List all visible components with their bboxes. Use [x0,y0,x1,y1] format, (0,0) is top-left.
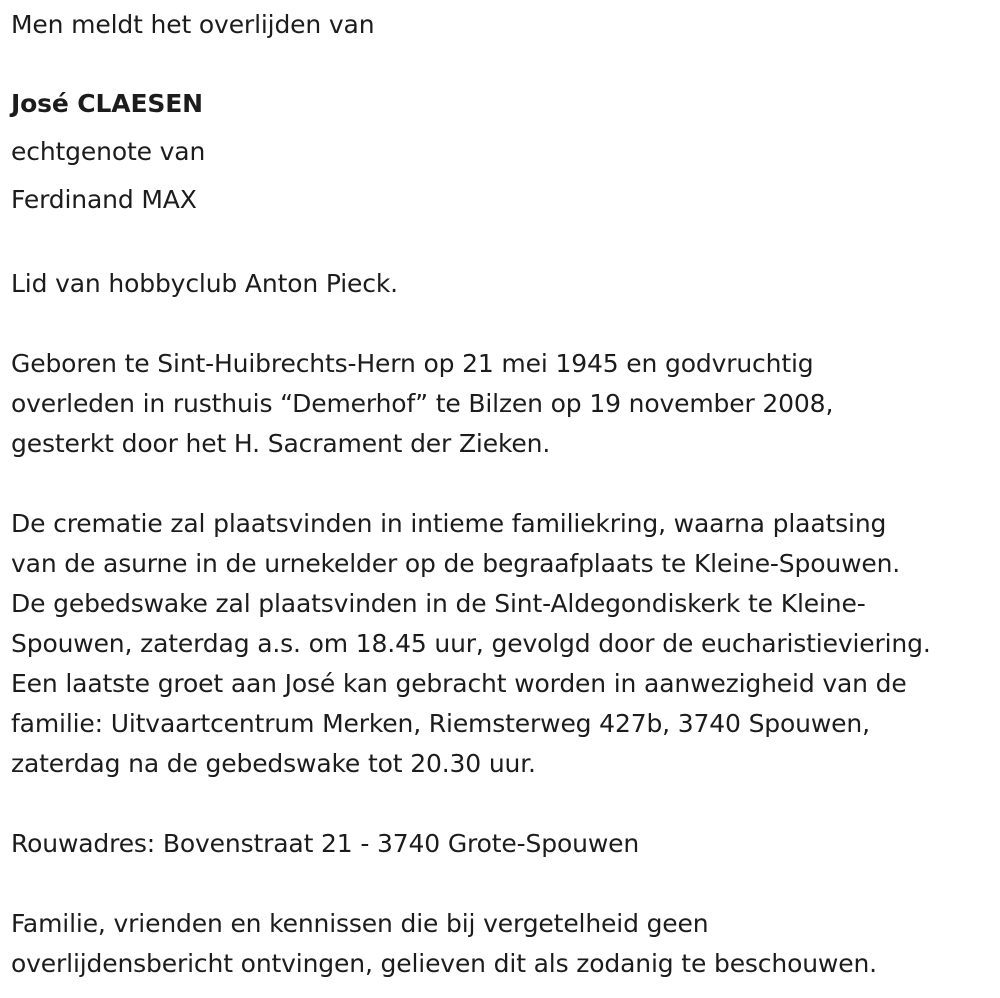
spacer [11,784,996,824]
paragraph-line: De crematie zal plaatsvinden in intieme familiekring, waarna plaatsing [11,509,887,538]
paragraph-line: gesterkt door het H. Sacrament der Zieken. [11,429,551,458]
spacer [11,224,996,264]
membership-line: Lid van hobbyclub Anton Pieck. [11,269,398,298]
death-notice [11,0,996,984]
relation-line: echtgenote van [11,137,206,166]
deceased-name: José CLAESEN [11,89,203,118]
paragraph-line: Spouwen, zaterdag a.s. om 18.45 uur, gevolgd door de eucharistieviering. [11,629,931,658]
spacer [11,464,996,504]
address-line: Rouwadres: Bovenstraat 21 - 3740 Grote-Spouwen [11,829,640,858]
spacer [11,45,996,85]
paragraph-line: overleden in rusthuis “Demerhof” te Bilzen op 19 november 2008, [11,389,834,418]
paragraph-line: Geboren te Sint-Huibrechts-Hern op 21 mei 1945 en godvruchtig [11,349,814,378]
paragraph-line: overlijdensbericht ontvingen, gelieven dit als zodanig te beschouwen. [11,949,877,978]
paragraph-line: Familie, vrienden en kennissen die bij vergetelheid geen [11,909,709,938]
ceremony-paragraph [11,504,996,784]
paragraph-line: familie: Uitvaartcentrum Merken, Riemsterweg 427b, 3740 Spouwen, [11,709,870,738]
spacer [11,304,996,344]
closing-paragraph [11,904,996,984]
spouse-name: Ferdinand MAX [11,185,197,214]
intro-line: Men meldt het overlijden van [11,10,375,39]
paragraph-line: De gebedswake zal plaatsvinden in de Sint-Aldegondiskerk te Kleine- [11,589,866,618]
paragraph-line: Een laatste groet aan José kan gebracht worden in aanwezigheid van de [11,669,907,698]
spacer [11,864,996,904]
birth-death-paragraph [11,344,996,464]
paragraph-line: van de asurne in de urnekelder op de begraafplaats te Kleine-Spouwen. [11,549,901,578]
paragraph-line: zaterdag na de gebedswake tot 20.30 uur. [11,749,536,778]
